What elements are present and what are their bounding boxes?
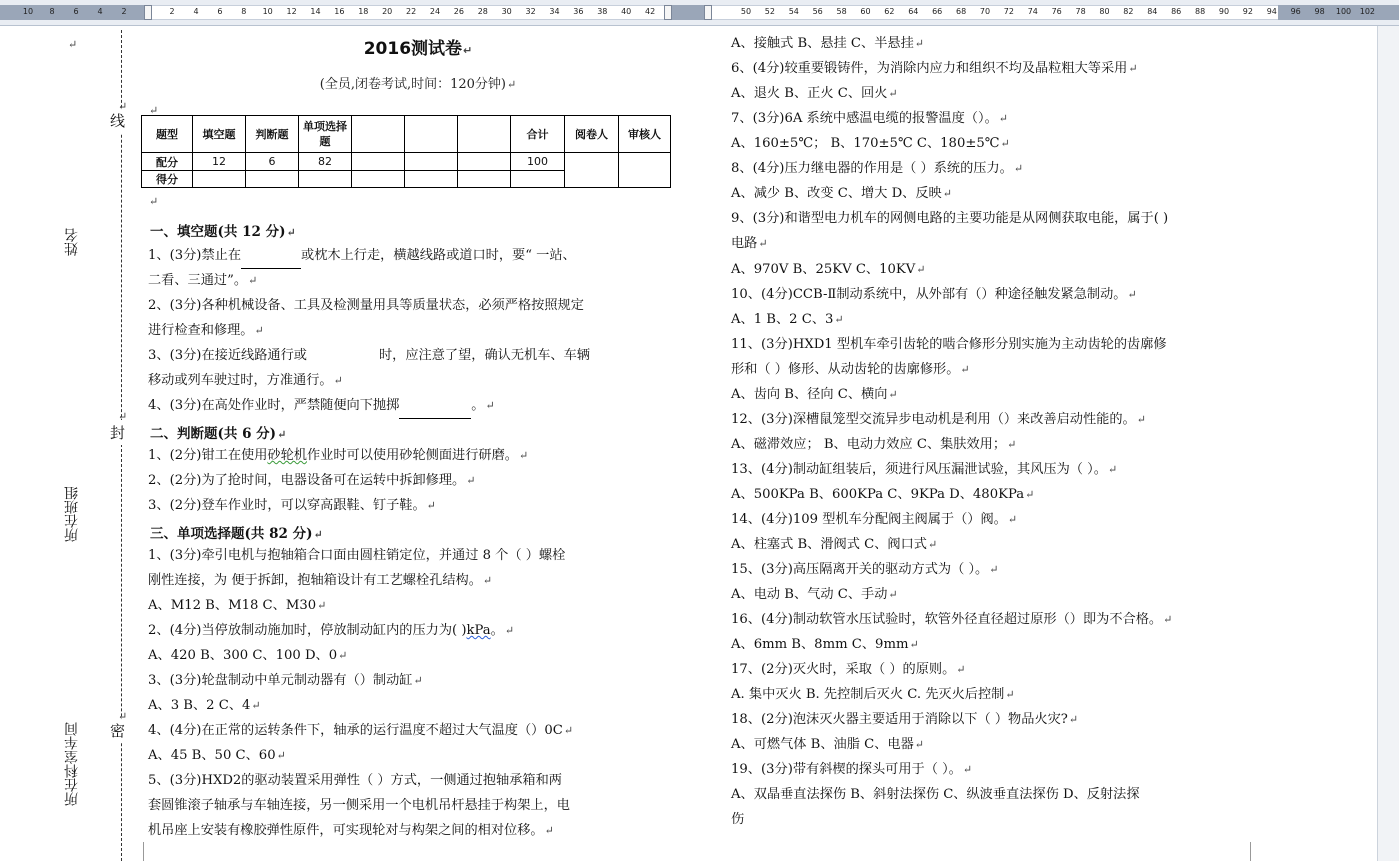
question-line: 套圆锥滚子轴承与车轴连接，另一侧采用一个电机吊杆悬挂于构架上，电 xyxy=(148,798,570,813)
paragraph-mark: ↵ xyxy=(118,710,128,723)
table-cell[interactable] xyxy=(352,171,405,188)
row-label-score: 配分 xyxy=(142,153,193,171)
paragraph-mark: ↵ xyxy=(149,104,159,117)
question-line: 刚性连接，为 便于拆卸，抱轴箱设计有工艺螺栓孔结构。↵ xyxy=(148,573,493,588)
grader-cell[interactable] xyxy=(565,153,619,188)
ruler-number: 10 xyxy=(262,7,273,16)
ruler-number: 8 xyxy=(49,7,55,16)
question-line: 17、(2分)灭火时，采取（ ）的原则。↵ xyxy=(731,662,966,677)
question-line: 3、(3分)在接近线路通行或 时，应注意了望，确认无机车、车辆 xyxy=(148,348,590,363)
table-cell[interactable] xyxy=(405,171,458,188)
ruler-number: 96 xyxy=(1290,7,1301,16)
table-cell[interactable] xyxy=(458,171,511,188)
table-cell: 82 xyxy=(299,153,352,171)
score-table xyxy=(141,115,671,188)
question-line: 3、(2分)登车作业时，可以穿高跟鞋、钉子鞋。↵ xyxy=(148,498,436,513)
table-header: 阅卷人 xyxy=(565,116,619,153)
section-heading-judge: 二、判断题(共 6 分)↵ xyxy=(150,426,287,442)
ruler-number: 58 xyxy=(836,7,847,16)
table-header xyxy=(405,116,458,153)
question-line: A、1 B、2 C、3↵ xyxy=(731,312,844,327)
ruler-number: 12 xyxy=(286,7,297,16)
page-corner-mark-right xyxy=(1250,842,1264,861)
column-marker[interactable] xyxy=(664,5,672,20)
table-header xyxy=(352,116,405,153)
table-cell[interactable] xyxy=(511,171,565,188)
ruler-number: 74 xyxy=(1027,7,1038,16)
question-line: 7、(3分)6A 系统中感温电缆的报警温度（）。↵ xyxy=(731,111,1008,126)
ruler-number: 60 xyxy=(860,7,871,16)
table-cell[interactable] xyxy=(299,171,352,188)
page-corner-mark xyxy=(130,842,144,861)
question-line: A、电动 B、气动 C、手动↵ xyxy=(731,587,898,602)
question-line: A、3 B、2 C、4↵ xyxy=(148,698,261,713)
question-line: 5、(3分)HXD2的驱动装置采用弹性（ ）方式，一侧通过抱轴承箱和两 xyxy=(148,773,562,788)
question-line: 18、(2分)泡沫灭火器主要适用于消除以下（ ）物品火灾?↵ xyxy=(731,712,1079,727)
question-line: 11、(3分)HXD1 型机车牵引齿轮的啮合修形分别实施为主动齿轮的齿廓修 xyxy=(731,337,1167,352)
question-line: 4、(4分)在正常的运转条件下，轴承的运行温度不超过大气温度（）0C↵ xyxy=(148,723,574,738)
binding-char-seal: 封 xyxy=(110,420,125,445)
ruler-number: 66 xyxy=(932,7,943,16)
question-line: 15、(3分)高压隔离开关的驱动方式为（ ）。↵ xyxy=(731,562,999,577)
ruler-number: 18 xyxy=(358,7,369,16)
ruler-number: 92 xyxy=(1242,7,1253,16)
question-line: A、420 B、300 C、100 D、0↵ xyxy=(148,648,348,663)
question-line: 移动或列车驶过时，方准通行。↵ xyxy=(148,373,343,388)
question-line: 2、(3分)各种机械设备、工具及检测量用具等质量状态，必须严格按照规定 xyxy=(148,298,584,313)
ruler-number: 26 xyxy=(453,7,464,16)
ruler-number: 24 xyxy=(429,7,441,16)
question-line: 14、(4分)109 型机车分配阀主阀属于（）阀。↵ xyxy=(731,512,1018,527)
ruler-number: 8 xyxy=(241,7,247,16)
question-line: 6、(4分)较重要锻铸件，为消除内应力和组织不均及晶粒粗大等采用↵ xyxy=(731,61,1138,76)
left-indent-marker[interactable] xyxy=(144,5,152,20)
horizontal-ruler[interactable] xyxy=(0,0,1399,26)
ruler-number: 90 xyxy=(1218,7,1230,16)
question-line: 2、(4分)当停放制动施加时，停放制动缸内的压力为( )kPa。↵ xyxy=(148,623,515,638)
ruler-number: 16 xyxy=(334,7,345,16)
ruler-number: 54 xyxy=(788,7,799,16)
ruler-number: 6 xyxy=(217,7,223,16)
ruler-number: 72 xyxy=(1003,7,1014,16)
table-cell[interactable] xyxy=(246,171,299,188)
ruler-number: 10 xyxy=(22,7,34,16)
question-line: A、6mm B、8mm C、9mm↵ xyxy=(731,637,919,652)
question-line: A、接触式 B、悬挂 C、半悬挂↵ xyxy=(731,36,924,51)
exam-title: 2016测试卷↵ xyxy=(363,39,473,59)
ruler-number: 84 xyxy=(1147,7,1158,16)
question-line: A. 集中灭火 B. 先控制后灭火 C. 先灭火后控制↵ xyxy=(731,687,1015,702)
question-line: 伤 xyxy=(731,812,745,827)
question-line: 二看、三通过”。↵ xyxy=(148,273,258,288)
ruler-number: 6 xyxy=(73,7,79,16)
table-cell: 100 xyxy=(511,153,565,171)
question-line: A、双晶垂直法探伤 B、斜射法探伤 C、纵波垂直法探伤 D、反射法探 xyxy=(731,787,1140,802)
question-line: 8、(4分)压力继电器的作用是（ ）系统的压力。↵ xyxy=(731,161,1024,176)
row-label-got: 得分 xyxy=(142,171,193,188)
question-line: 12、(3分)深槽鼠笼型交流异步电动机是利用（）来改善启动性能的。↵ xyxy=(731,412,1146,427)
binding-char-close: 密 xyxy=(110,718,125,743)
question-line: 机吊座上安装有橡胶弹性原件，可实现轮对与构架之间的相对位移。↵ xyxy=(148,823,554,838)
ruler-number: 88 xyxy=(1195,7,1206,16)
ruler-number: 38 xyxy=(597,7,608,16)
table-header: 单项选择题 xyxy=(299,116,352,153)
ruler-number: 2 xyxy=(169,7,175,16)
question-line: 电路↵ xyxy=(731,236,768,251)
question-line: 形和（ ）修形、从动齿轮的齿廓修形。↵ xyxy=(731,362,970,377)
ruler-number: 20 xyxy=(382,7,393,16)
question-line: A、柱塞式 B、滑阀式 C、阀口式↵ xyxy=(731,537,938,552)
question-line: 10、(4分)CCB-Ⅱ制动系统中，从外部有（）种途径触发紧急制动。↵ xyxy=(731,287,1137,302)
ruler-number: 14 xyxy=(310,7,321,16)
ruler-number: 56 xyxy=(812,7,823,16)
ruler-number: 28 xyxy=(477,7,488,16)
table-cell xyxy=(458,153,511,171)
question-line: A、齿向 B、径向 C、横向↵ xyxy=(731,387,898,402)
ruler-number: 78 xyxy=(1075,7,1086,16)
binding-char-line: 线 xyxy=(110,108,125,133)
question-line: A、970V B、25KV C、10KV↵ xyxy=(731,262,926,277)
question-line: 19、(3分)带有斜楔的探头可用于（ ）。↵ xyxy=(731,762,973,777)
question-line: 4、(3分)在高处作业时，严禁随便向下抛掷 。↵ xyxy=(148,393,495,419)
ruler-number: 50 xyxy=(740,7,752,16)
question-line: 1、(3分)禁止在 或枕木上行走，横越线路或道口时，要“ 一站、 xyxy=(148,243,576,269)
ruler-number: 86 xyxy=(1171,7,1182,16)
ruler-number: 40 xyxy=(621,7,632,16)
question-line: 16、(4分)制动软管水压试验时，软管外径直径超过原形（）即为不合格。↵ xyxy=(731,612,1173,627)
column-marker-right[interactable] xyxy=(704,5,712,20)
question-line: 2、(2分)为了抢时间，电器设备可在运转中拆卸修理。↵ xyxy=(148,473,476,488)
question-line: A、500KPa B、600KPa C、9KPa D、480KPa↵ xyxy=(731,487,1035,502)
reviewer-cell[interactable] xyxy=(619,153,671,188)
question-line: A、45 B、50 C、60↵ xyxy=(148,748,286,763)
table-header: 审核人 xyxy=(619,116,671,153)
table-cell[interactable] xyxy=(193,171,246,188)
table-cell: 6 xyxy=(246,153,299,171)
name-label: 姓名 xyxy=(64,228,80,256)
question-line: A、退火 B、正火 C、回火↵ xyxy=(731,86,898,101)
ruler-number: 82 xyxy=(1123,7,1134,16)
paragraph-mark: ↵ xyxy=(149,195,159,208)
exam-subtitle: (全员,闭卷考试,时间：120分钟)↵ xyxy=(319,77,517,92)
ruler-number: 30 xyxy=(501,7,512,16)
ruler-number: 34 xyxy=(549,7,560,16)
ruler-number: 94 xyxy=(1266,7,1277,16)
vertical-scrollbar[interactable] xyxy=(1377,26,1399,861)
table-cell xyxy=(405,153,458,171)
question-line: A、磁滞效应； B、电动力效应 C、集肤效用；↵ xyxy=(731,437,1017,452)
question-line: A、160±5℃； B、170±5℃ C、180±5℃↵ xyxy=(731,136,1010,151)
ruler-number: 36 xyxy=(573,7,584,16)
question-line: A、减少 B、改变 C、增大 D、反映↵ xyxy=(731,186,952,201)
ruler-number: 52 xyxy=(764,7,775,16)
ruler-number: 100 xyxy=(1335,7,1352,16)
ruler-gutter xyxy=(668,5,708,20)
section-heading-fill: 一、填空题(共 12 分)↵ xyxy=(150,224,296,240)
question-line: A、可燃气体 B、油脂 C、电器↵ xyxy=(731,737,924,752)
ruler-number: 22 xyxy=(406,7,417,16)
table-header: 合计 xyxy=(511,116,565,153)
ruler-number: 42 xyxy=(645,7,656,16)
ruler-number: 80 xyxy=(1099,7,1110,16)
table-header: 填空题 xyxy=(193,116,246,153)
question-line: 9、(3分)和谐型电力机车的网侧电路的主要功能是从网侧获取电能，属于( ) xyxy=(731,211,1169,226)
question-line: 1、(3分)牵引电机与抱轴箱合口面由圆柱销定位，并通过 8 个（ ）螺栓 xyxy=(148,548,566,563)
ruler-number: 62 xyxy=(884,7,895,16)
ruler-number: 70 xyxy=(979,7,991,16)
workshop-label: 所在科室车间 xyxy=(64,722,80,806)
ruler-number: 64 xyxy=(908,7,919,16)
class-label: 所在班组 xyxy=(64,486,80,542)
ruler-number: 32 xyxy=(525,7,536,16)
table-cell xyxy=(352,153,405,171)
question-line: 3、(3分)轮盘制动中单元制动器有（）制动缸↵ xyxy=(148,673,423,688)
table-header: 判断题 xyxy=(246,116,299,153)
question-line: 1、(2分)钳工在使用砂轮机作业时可以使用砂轮侧面进行研磨。↵ xyxy=(148,448,529,463)
table-header xyxy=(458,116,511,153)
question-line: 13、(4分)制动缸组装后，须进行风压漏泄试验，其风压为（ ）。↵ xyxy=(731,462,1118,477)
table-header: 题型 xyxy=(142,116,193,153)
ruler-number: 2 xyxy=(121,7,127,16)
question-line: 进行检查和修理。↵ xyxy=(148,323,264,338)
section-heading-choice: 三、单项选择题(共 82 分)↵ xyxy=(150,526,323,542)
ruler-number: 102 xyxy=(1359,7,1376,16)
ruler-number: 68 xyxy=(956,7,967,16)
ruler-number: 98 xyxy=(1314,7,1325,16)
paragraph-mark: ↵ xyxy=(118,100,128,113)
paragraph-mark: ↵ xyxy=(68,38,78,51)
ruler-number: 4 xyxy=(97,7,103,16)
ruler-number: 4 xyxy=(193,7,199,16)
paragraph-mark: ↵ xyxy=(118,410,128,423)
question-line: A、M12 B、M18 C、M30↵ xyxy=(148,598,327,613)
table-cell: 12 xyxy=(193,153,246,171)
ruler-number: 76 xyxy=(1051,7,1062,16)
